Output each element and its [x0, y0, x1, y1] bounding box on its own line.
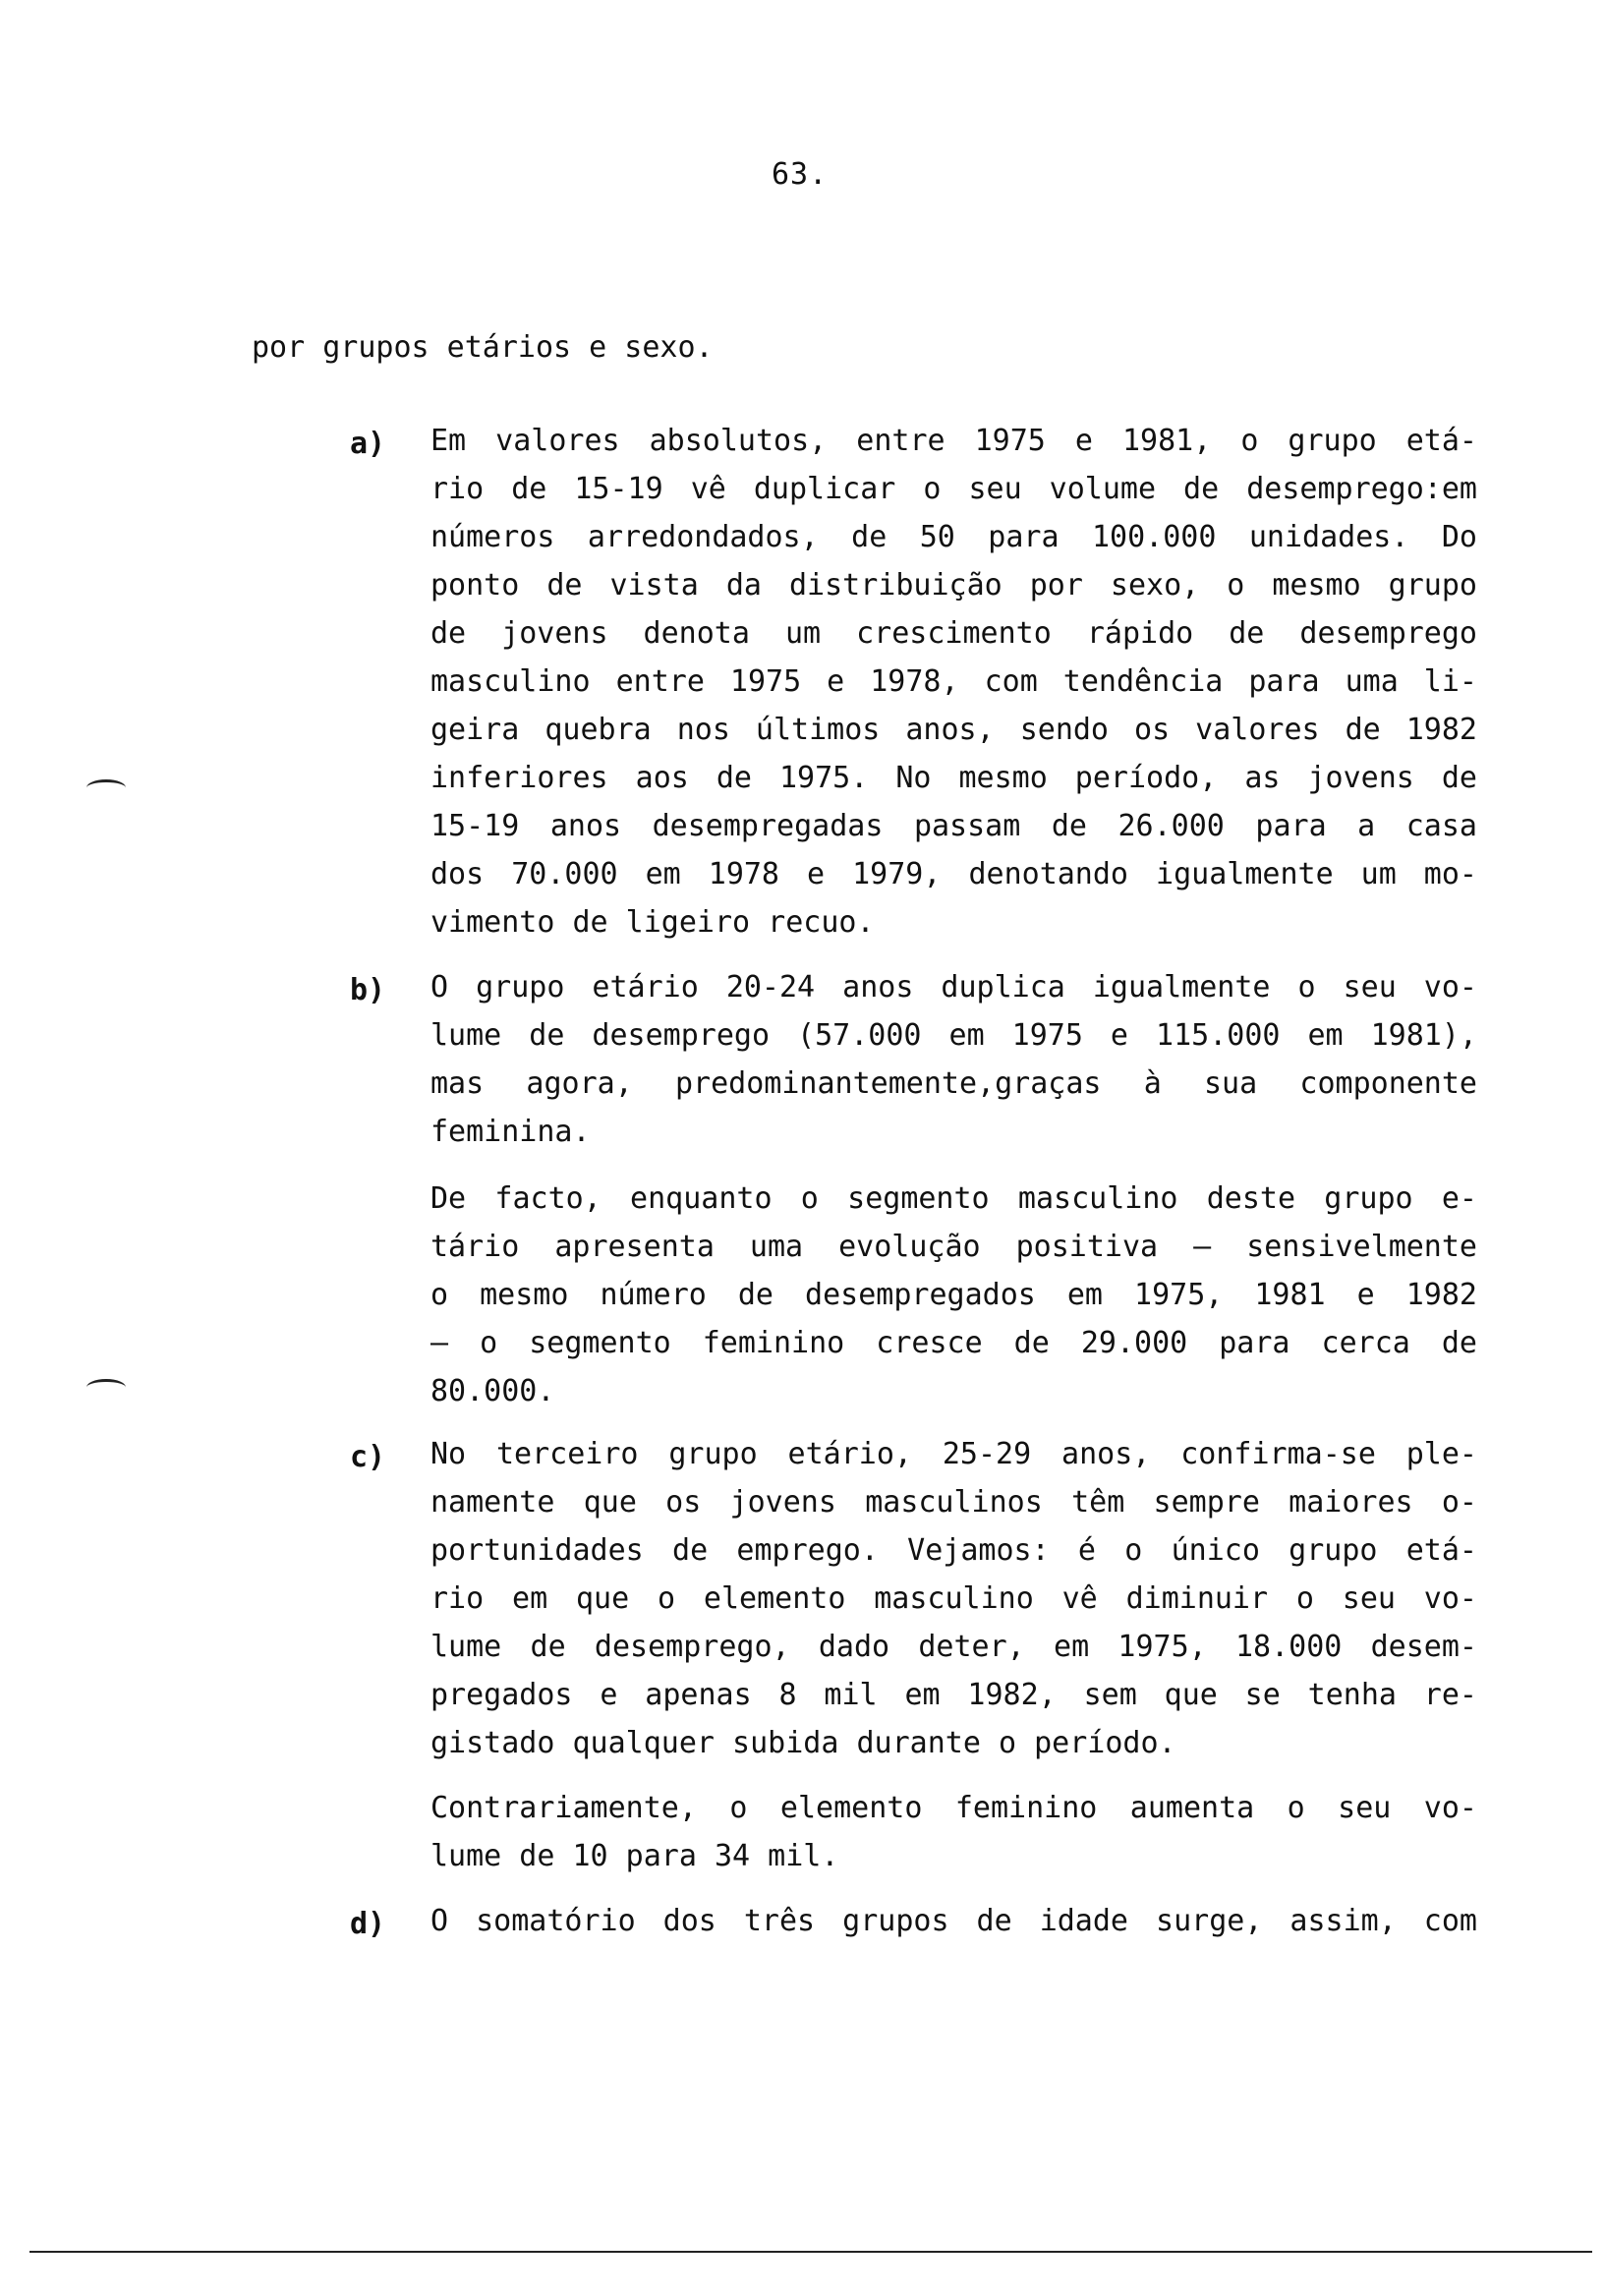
text-line: pregados e apenas 8 mil em 1982, sem que se tenha re- [430, 1678, 1477, 1712]
text-line: Em valores absolutos, entre 1975 e 1981, o grupo etá- [430, 424, 1477, 458]
margin-mark [86, 779, 126, 796]
text-line: inferiores aos de 1975. No mesmo período, as jovens de [430, 761, 1477, 795]
page-number: 63. [772, 157, 829, 192]
text-line: 15-19 anos desempregadas passam de 26.000 para a casa [430, 809, 1477, 843]
text-line: ponto de vista da distribuição por sexo, o mesmo grupo [430, 568, 1477, 603]
footer-rule [29, 2251, 1592, 2253]
text-line: masculino entre 1975 e 1978, com tendência para uma li- [430, 664, 1477, 699]
text-line: rio em que o elemento masculino vê diminuir o seu vo- [430, 1581, 1477, 1616]
text-line: O grupo etário 20-24 anos duplica igualmente o seu vo- [430, 970, 1477, 1004]
item-label: d) [350, 1907, 386, 1941]
text-line: lume de desemprego (57.000 em 1975 e 115.000 em 1981), [430, 1018, 1477, 1053]
text-line: números arredondados, de 50 para 100.000 unidades. Do [430, 520, 1477, 554]
text-line: dos 70.000 em 1978 e 1979, denotando igualmente um mo- [430, 857, 1477, 891]
text-line: rio de 15-19 vê duplicar o seu volume de desemprego:em [430, 472, 1477, 506]
text-line: feminina. [430, 1115, 591, 1149]
text-line: portunidades de emprego. Vejamos: é o único grupo etá- [430, 1533, 1477, 1568]
text-line: tário apresenta uma evolução positiva — sensivelmente [430, 1230, 1477, 1264]
text-line: mas agora, predominantemente,graças à sua componente [430, 1066, 1477, 1101]
item-label: c) [350, 1440, 386, 1474]
intro-line: por grupos etários e sexo. [252, 330, 714, 365]
text-line: Contrariamente, o elemento feminino aumenta o seu vo- [430, 1791, 1477, 1825]
margin-mark [86, 1379, 126, 1396]
text-line: namente que os jovens masculinos têm sempre maiores o- [430, 1485, 1477, 1520]
text-line: lume de 10 para 34 mil. [430, 1839, 839, 1873]
item-label: b) [350, 973, 386, 1007]
text-line: O somatório dos três grupos de idade surge, assim, com [430, 1904, 1477, 1938]
text-line: o mesmo número de desempregados em 1975, 1981 e 1982 [430, 1278, 1477, 1312]
item-label: a) [350, 427, 386, 461]
text-line: 80.000. [430, 1374, 555, 1408]
text-line: de jovens denota um crescimento rápido de desemprego [430, 616, 1477, 651]
text-line: No terceiro grupo etário, 25-29 anos, confirma-se ple- [430, 1437, 1477, 1471]
text-line: — o segmento feminino cresce de 29.000 para cerca de [430, 1326, 1477, 1360]
text-line: lume de desemprego, dado deter, em 1975, 18.000 desem- [430, 1630, 1477, 1664]
text-line: vimento de ligeiro recuo. [430, 905, 875, 940]
text-line: De facto, enquanto o segmento masculino deste grupo e- [430, 1181, 1477, 1216]
text-line: gistado qualquer subida durante o período. [430, 1726, 1176, 1760]
text-line: geira quebra nos últimos anos, sendo os valores de 1982 [430, 713, 1477, 747]
